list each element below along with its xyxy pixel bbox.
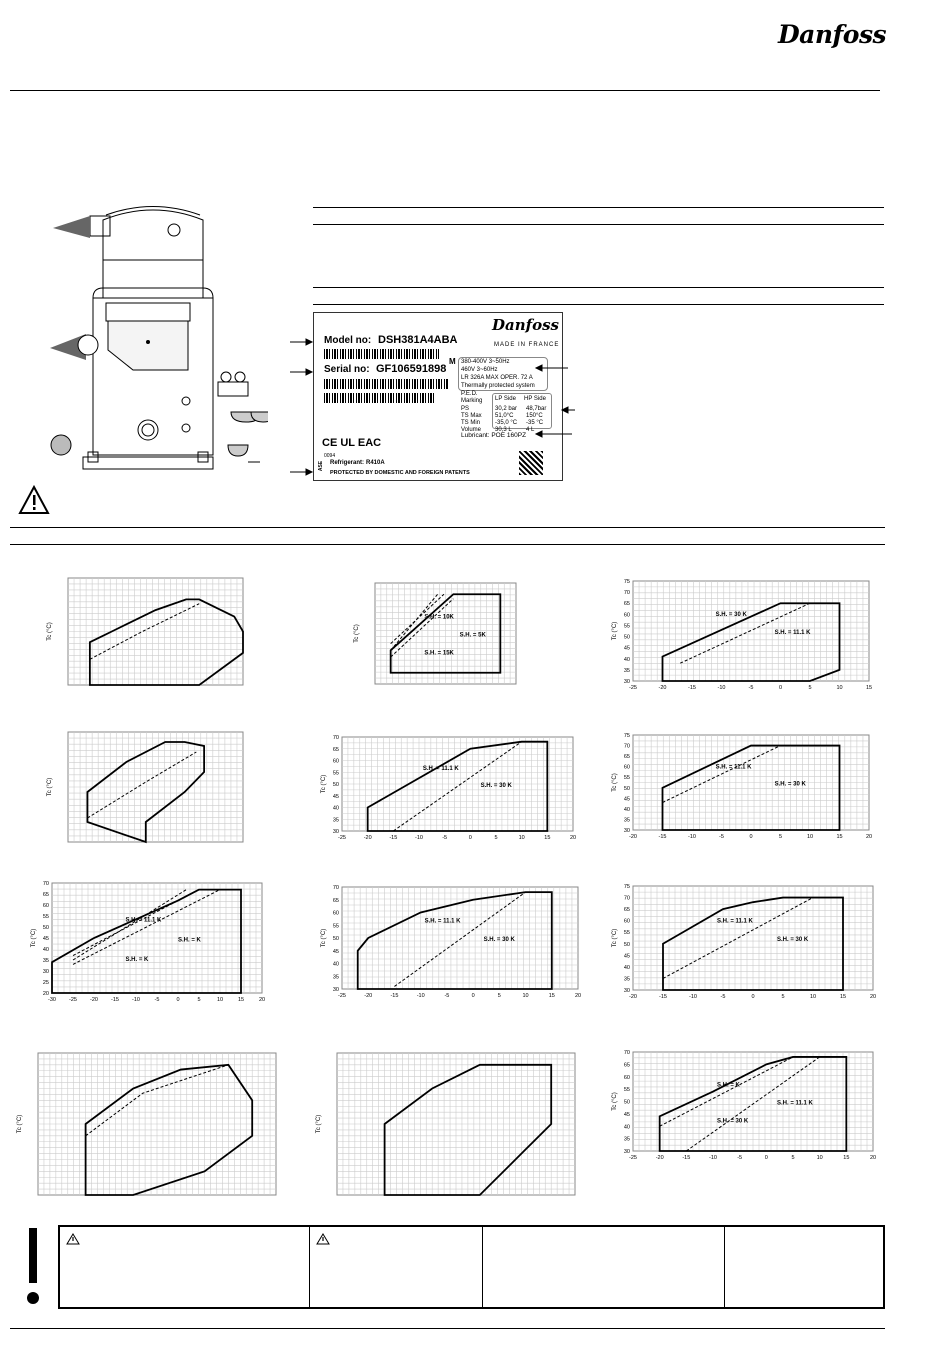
y-tick-label: 50 — [623, 634, 630, 641]
row-ps-hp: 48,7bar — [526, 406, 547, 412]
y-tick-label: 50 — [623, 785, 630, 792]
y-axis-label: Tc (°C) — [321, 928, 327, 948]
elec-line-2: 460V 3~60Hz — [461, 367, 498, 373]
x-tick-label: -5 — [720, 994, 726, 1000]
warning-icon — [18, 485, 50, 515]
y-tick-label: 40 — [42, 947, 49, 953]
y-tick-label: 65 — [623, 601, 630, 608]
superheat-label: S.H. = 11.1 K — [422, 765, 459, 772]
y-tick-label: 55 — [332, 770, 339, 777]
table-rule-2 — [313, 224, 884, 225]
y-tick-label: 65 — [623, 907, 630, 914]
y-axis-label: Tc (°C) — [31, 928, 37, 948]
y-tick-label: 55 — [623, 1087, 630, 1094]
x-tick-label: 20 — [865, 834, 873, 840]
x-tick-label: -10 — [689, 994, 697, 1000]
x-tick-label: -15 — [682, 1155, 691, 1161]
row-tsmin-lp: -35,0 °C — [495, 420, 518, 426]
y-tick-label: 50 — [42, 925, 49, 931]
y-tick-label: 55 — [332, 923, 339, 930]
y-tick-label: 45 — [42, 936, 49, 942]
x-tick-label: -25 — [338, 835, 346, 841]
x-tick-label: -20 — [364, 993, 373, 999]
superheat-label: S.H. = 11.1 K — [715, 764, 752, 771]
x-tick-label: 0 — [468, 835, 472, 841]
x-tick-label: 20 — [258, 997, 266, 1003]
elec-line-4: Thermally protected system — [461, 383, 535, 389]
x-tick-label: -20 — [629, 834, 637, 840]
envelope-chart-4 — [47, 732, 243, 842]
x-tick-label: 5 — [778, 834, 783, 840]
envelope-chart-8 — [321, 885, 582, 999]
marking-label: Marking — [461, 398, 483, 404]
x-tick-label: -15 — [389, 835, 398, 841]
y-tick-label: 40 — [623, 1124, 630, 1131]
row-tsmax-label: TS Max — [461, 413, 482, 419]
footer-rule — [10, 1328, 885, 1329]
y-tick-label: 60 — [332, 910, 339, 917]
y-tick-label: 70 — [623, 590, 630, 597]
x-tick-label: -10 — [132, 997, 140, 1003]
superheat-label: S.H. = 11.1 K — [717, 918, 753, 925]
superheat-label: S.H. = 11.1 K — [424, 918, 461, 925]
y-tick-label: 40 — [332, 805, 339, 812]
superheat-label: S.H. = K — [717, 1082, 740, 1089]
table-rule-4 — [313, 304, 884, 305]
row-tsmin-hp: -35 °C — [526, 420, 544, 426]
x-tick-label: 5 — [808, 685, 812, 691]
y-tick-label: 20 — [42, 991, 49, 997]
small-code: 0094 — [324, 453, 336, 459]
y-tick-label: 55 — [623, 623, 630, 630]
y-tick-label: 40 — [623, 656, 630, 663]
y-tick-label: 35 — [623, 667, 630, 674]
x-tick-label: 20 — [869, 994, 877, 1000]
x-tick-label: 5 — [781, 994, 785, 1000]
superheat-label: S.H. = 30 K — [777, 937, 809, 944]
serial-value: GF106591898 — [376, 363, 447, 375]
row-tsmax-lp: 51,0°C — [495, 413, 514, 419]
x-tick-label: 0 — [176, 997, 180, 1003]
x-tick-label: -10 — [709, 1155, 717, 1161]
y-tick-label: 30 — [332, 829, 339, 835]
superheat-label: S.H. = K — [125, 957, 149, 964]
y-tick-label: 55 — [623, 775, 630, 782]
envelope-chart-1 — [47, 578, 243, 685]
y-tick-label: 30 — [332, 987, 339, 993]
refrigerant-label: Refrigerant: — [330, 460, 365, 466]
envelope-chart-10 — [17, 1053, 276, 1195]
x-tick-label: -20 — [655, 1155, 664, 1161]
x-tick-label: -10 — [688, 834, 696, 840]
y-tick-label: 70 — [623, 895, 630, 902]
envelope-chart-5 — [321, 735, 577, 841]
model-value: DSH381A4ABA — [378, 334, 458, 346]
compressor-drawing — [48, 200, 268, 485]
x-tick-label: 10 — [522, 993, 529, 999]
y-tick-label: 35 — [332, 974, 339, 981]
y-tick-label: 45 — [623, 953, 630, 960]
y-tick-label: 70 — [623, 743, 630, 750]
y-tick-label: 50 — [332, 936, 339, 942]
x-tick-label: 20 — [869, 1155, 877, 1161]
x-tick-label: -5 — [442, 835, 448, 841]
row-tsmin-label: TS Min — [461, 420, 481, 426]
x-tick-label: -10 — [415, 835, 423, 841]
y-tick-label: 45 — [623, 1111, 630, 1118]
x-tick-label: -20 — [658, 685, 667, 691]
y-tick-label: 60 — [623, 764, 630, 771]
x-tick-label: 5 — [494, 835, 498, 841]
superheat-label: S.H. = 30 K — [483, 937, 515, 944]
x-tick-label: 0 — [751, 994, 755, 1000]
bottom-cell-3 — [483, 1227, 725, 1307]
x-tick-label: 10 — [216, 997, 224, 1003]
y-tick-label: 45 — [332, 793, 339, 800]
x-tick-label: -20 — [90, 997, 98, 1003]
superheat-label: S.H. = 11.1 K — [774, 630, 811, 636]
y-axis-label: Tc (°C) — [354, 624, 360, 643]
x-tick-label: 15 — [839, 994, 847, 1000]
x-tick-label: -15 — [658, 834, 667, 840]
superheat-label: S.H. = 30 K — [480, 782, 512, 789]
envelope-chart-7 — [31, 881, 266, 1003]
x-tick-label: -15 — [688, 685, 696, 691]
superheat-label: S.H. = K — [178, 937, 201, 944]
y-axis-label: Tc (°C) — [612, 1092, 618, 1111]
warning-icon — [66, 1233, 80, 1245]
plate-brand: Danfoss — [492, 316, 559, 334]
x-tick-label: -15 — [111, 997, 119, 1003]
y-tick-label: 35 — [623, 1136, 630, 1143]
refrigerant-value: R410A — [366, 460, 385, 466]
bottom-cell-1 — [60, 1227, 310, 1307]
x-tick-label: -25 — [338, 993, 346, 999]
y-tick-label: 70 — [623, 1050, 630, 1056]
bottom-warning-table — [58, 1225, 885, 1309]
x-tick-label: -15 — [659, 994, 667, 1000]
section-rule-1 — [10, 527, 885, 528]
x-tick-label: -25 — [69, 997, 77, 1003]
y-tick-label: 65 — [623, 1062, 630, 1069]
table-rule-1 — [313, 207, 884, 208]
serial-label: Serial no: — [324, 364, 370, 375]
y-axis-label: Tc (°C) — [321, 774, 327, 794]
bottom-cell-4 — [725, 1227, 881, 1307]
y-tick-label: 35 — [623, 976, 630, 983]
y-tick-label: 30 — [623, 988, 630, 994]
y-tick-label: 45 — [623, 796, 630, 803]
code-side: ASE — [318, 460, 325, 472]
y-tick-label: 30 — [623, 1149, 630, 1155]
y-axis-label: Tc (°C) — [47, 622, 53, 641]
y-tick-label: 70 — [332, 735, 339, 741]
x-tick-label: -10 — [416, 993, 425, 999]
y-tick-label: 35 — [332, 817, 339, 824]
row-volume-label: Volume — [461, 427, 482, 433]
x-tick-label: 5 — [791, 1155, 795, 1161]
y-tick-label: 40 — [332, 961, 339, 968]
x-tick-label: 10 — [836, 685, 843, 691]
superheat-label: S.H. = 30 K — [774, 781, 806, 788]
x-tick-label: -5 — [748, 685, 754, 691]
y-tick-label: 30 — [623, 828, 630, 834]
x-tick-label: 0 — [764, 1155, 768, 1161]
warning-icon — [316, 1233, 330, 1245]
lubricant: Lubricant: POE 160PZ — [461, 432, 527, 439]
cert-marks: CE UL EAC — [322, 437, 382, 449]
bottom-cell-2 — [310, 1227, 483, 1307]
x-tick-label: 10 — [816, 1155, 823, 1161]
x-tick-label: -25 — [629, 1155, 637, 1161]
envelope-chart-11 — [316, 1053, 575, 1195]
x-tick-label: 15 — [843, 1155, 850, 1161]
y-tick-label: 40 — [623, 806, 630, 813]
x-tick-label: 5 — [497, 993, 501, 999]
elec-line-1: 380-400V 3~50Hz — [461, 359, 510, 365]
y-axis-label: Tc (°C) — [612, 928, 618, 948]
x-tick-label: 10 — [806, 834, 814, 840]
row-volume-lp: 30,3 L — [495, 427, 512, 433]
exclamation-icon — [22, 1228, 44, 1308]
x-tick-label: -15 — [390, 993, 399, 999]
envelope-chart-6 — [612, 733, 873, 840]
x-tick-label: -20 — [629, 994, 637, 1000]
superheat-label: S.H. = 30 K — [717, 1118, 749, 1125]
envelope-chart-9 — [612, 884, 877, 1000]
y-axis-label: Tc (°C) — [47, 777, 53, 797]
y-axis-label: Tc (°C) — [612, 773, 618, 792]
y-tick-label: 35 — [623, 817, 630, 824]
made-in: MADE IN FRANCE — [494, 342, 560, 348]
elec-line-3: LR 326A MAX OPER. 72 A — [461, 375, 533, 381]
y-tick-label: 50 — [623, 941, 630, 948]
logo-text: Danfoss — [778, 20, 887, 49]
superheat-label: S.H. = 10K — [424, 614, 454, 621]
x-tick-label: -30 — [48, 997, 56, 1003]
envelope-chart-12 — [612, 1050, 877, 1161]
x-tick-label: 20 — [569, 835, 577, 841]
y-tick-label: 50 — [332, 782, 339, 788]
m-letter: M — [449, 357, 456, 366]
x-tick-label: 5 — [197, 997, 201, 1003]
x-tick-label: 15 — [548, 993, 555, 999]
y-tick-label: 25 — [42, 980, 49, 986]
y-tick-label: 60 — [623, 1074, 630, 1081]
x-tick-label: 10 — [809, 994, 817, 1000]
superheat-label: S.H. = 11.1 K — [125, 917, 162, 924]
y-tick-label: 40 — [623, 964, 630, 971]
y-tick-label: 55 — [623, 930, 630, 937]
x-tick-label: -25 — [629, 685, 637, 691]
hp-side: HP Side — [524, 396, 546, 402]
y-tick-label: 65 — [332, 897, 339, 904]
x-tick-label: 15 — [237, 997, 245, 1003]
x-tick-label: 15 — [836, 834, 843, 840]
x-tick-label: 20 — [574, 993, 582, 999]
superheat-label: S.H. = 5K — [459, 632, 486, 639]
superheat-label: S.H. = 15K — [424, 650, 454, 657]
envelope-chart-2 — [354, 583, 516, 684]
y-tick-label: 50 — [623, 1099, 630, 1106]
y-tick-label: 60 — [623, 612, 630, 619]
y-axis-label: Tc (°C) — [316, 1114, 322, 1134]
y-tick-label: 30 — [42, 969, 49, 975]
x-tick-label: -5 — [154, 997, 160, 1003]
y-tick-label: 35 — [42, 958, 49, 964]
x-tick-label: -5 — [444, 993, 450, 999]
y-axis-label: Tc (°C) — [17, 1114, 23, 1134]
x-tick-label: 0 — [749, 834, 753, 840]
y-tick-label: 65 — [332, 746, 339, 753]
envelope-chart-3 — [612, 579, 873, 691]
row-ps-label: PS — [461, 406, 470, 412]
x-tick-label: 15 — [865, 685, 873, 691]
y-tick-label: 65 — [623, 754, 630, 761]
superheat-label: S.H. = 11.1 K — [777, 1100, 813, 1107]
row-tsmax-hp: 150°C — [526, 413, 543, 419]
danfoss-logo — [772, 16, 887, 58]
y-tick-label: 60 — [42, 903, 49, 909]
x-tick-label: -10 — [717, 685, 726, 691]
y-tick-label: 75 — [623, 579, 630, 585]
x-tick-label: 10 — [518, 835, 525, 841]
row-ps-lp: 30,2 bar — [495, 406, 518, 412]
ped-label: P.E.D. — [461, 391, 478, 397]
row-volume-hp: 4 L — [526, 427, 535, 433]
model-label: Model no: — [324, 335, 372, 346]
patents: PROTECTED BY DOMESTIC AND FOREIGN PATENTS — [330, 470, 470, 476]
y-tick-label: 65 — [42, 892, 49, 898]
header-rule — [10, 90, 880, 91]
y-tick-label: 70 — [332, 885, 339, 891]
x-tick-label: 0 — [471, 993, 475, 999]
x-tick-label: 0 — [778, 685, 783, 691]
y-tick-label: 70 — [42, 881, 49, 887]
plate-arrows — [290, 330, 580, 480]
y-tick-label: 55 — [42, 914, 49, 920]
x-tick-label: -5 — [737, 1155, 743, 1161]
x-tick-label: -5 — [719, 834, 724, 840]
y-tick-label: 45 — [332, 948, 339, 955]
y-tick-label: 60 — [332, 758, 339, 765]
y-tick-label: 75 — [623, 884, 630, 890]
superheat-label: S.H. = 30 K — [715, 612, 747, 618]
y-tick-label: 30 — [623, 679, 630, 685]
y-tick-label: 75 — [623, 733, 630, 739]
y-tick-label: 45 — [623, 645, 630, 652]
section-rule-2 — [10, 544, 885, 545]
y-tick-label: 60 — [623, 918, 630, 925]
table-rule-3 — [313, 287, 884, 288]
lp-side: LP Side — [495, 396, 516, 402]
y-axis-label: Tc (°C) — [612, 621, 618, 641]
x-tick-label: -20 — [363, 835, 372, 841]
x-tick-label: 15 — [544, 835, 551, 841]
